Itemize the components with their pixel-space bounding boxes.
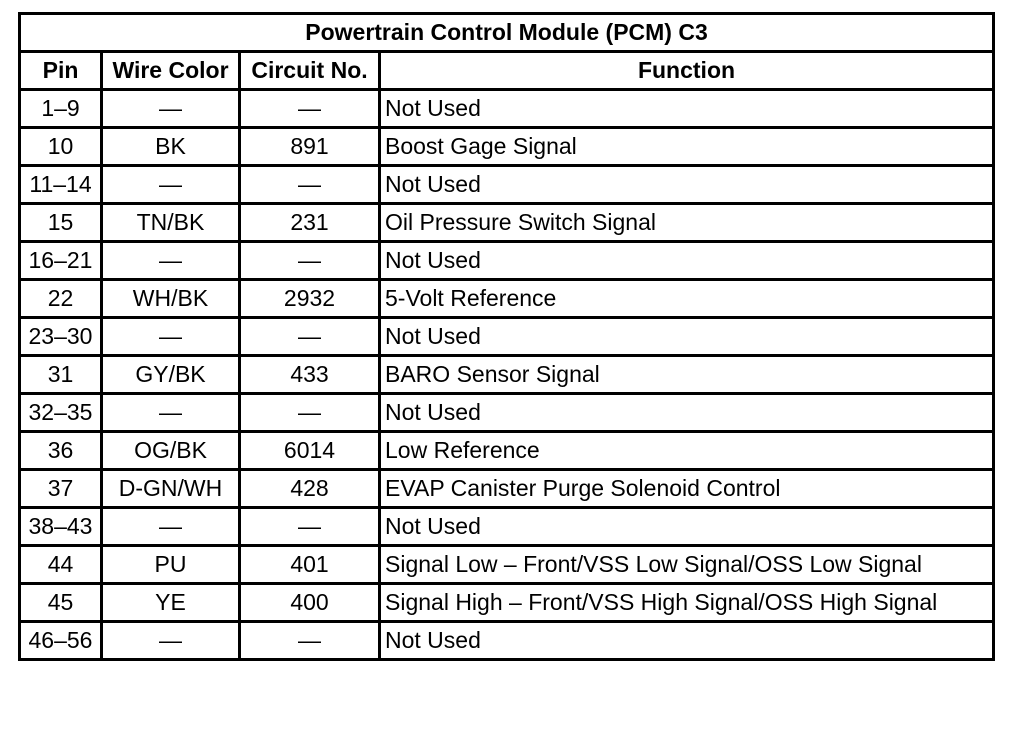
pin-cell: 45: [20, 584, 102, 622]
wire-color-cell: BK: [102, 128, 240, 166]
wire-color-cell: PU: [102, 546, 240, 584]
function-cell: 5-Volt Reference: [380, 280, 994, 318]
pin-cell: 31: [20, 356, 102, 394]
function-cell: EVAP Canister Purge Solenoid Control: [380, 470, 994, 508]
circuit-no-cell: —: [240, 166, 380, 204]
function-cell: Boost Gage Signal: [380, 128, 994, 166]
function-cell: Signal High – Front/VSS High Signal/OSS High Signal: [380, 584, 994, 622]
table-row: [20, 622, 994, 660]
circuit-no-cell: —: [240, 622, 380, 660]
table-title: Powertrain Control Module (PCM) C3: [20, 14, 994, 52]
pin-cell: 46–56: [20, 622, 102, 660]
table-row: [20, 90, 994, 128]
wire-color-cell: GY/BK: [102, 356, 240, 394]
table-row: [20, 470, 994, 508]
circuit-no-cell: 428: [240, 470, 380, 508]
table-header-row: [20, 52, 994, 90]
pin-cell: 1–9: [20, 90, 102, 128]
wire-color-cell: TN/BK: [102, 204, 240, 242]
table-body: [20, 90, 994, 660]
table-row: [20, 356, 994, 394]
wire-color-cell: —: [102, 508, 240, 546]
function-cell: Oil Pressure Switch Signal: [380, 204, 994, 242]
pin-cell: 37: [20, 470, 102, 508]
table-row: [20, 394, 994, 432]
pin-cell: 16–21: [20, 242, 102, 280]
pin-cell: 15: [20, 204, 102, 242]
pin-cell: 23–30: [20, 318, 102, 356]
circuit-no-cell: —: [240, 508, 380, 546]
table-row: [20, 546, 994, 584]
wire-color-cell: —: [102, 318, 240, 356]
wire-color-cell: —: [102, 394, 240, 432]
function-cell: Low Reference: [380, 432, 994, 470]
table-row: [20, 584, 994, 622]
circuit-no-cell: —: [240, 90, 380, 128]
table-row: [20, 242, 994, 280]
header-function: Function: [380, 52, 994, 90]
function-cell: Not Used: [380, 318, 994, 356]
circuit-no-cell: 2932: [240, 280, 380, 318]
wire-color-cell: OG/BK: [102, 432, 240, 470]
wire-color-cell: D-GN/WH: [102, 470, 240, 508]
function-cell: BARO Sensor Signal: [380, 356, 994, 394]
function-cell: Not Used: [380, 508, 994, 546]
header-circuit-no: Circuit No.: [240, 52, 380, 90]
pin-cell: 44: [20, 546, 102, 584]
wire-color-cell: WH/BK: [102, 280, 240, 318]
function-cell: Not Used: [380, 90, 994, 128]
pin-cell: 22: [20, 280, 102, 318]
pin-cell: 10: [20, 128, 102, 166]
table-row: [20, 508, 994, 546]
circuit-no-cell: 401: [240, 546, 380, 584]
function-cell: Not Used: [380, 166, 994, 204]
wire-color-cell: YE: [102, 584, 240, 622]
circuit-no-cell: 891: [240, 128, 380, 166]
circuit-no-cell: 400: [240, 584, 380, 622]
circuit-no-cell: 231: [240, 204, 380, 242]
pin-cell: 38–43: [20, 508, 102, 546]
pin-cell: 11–14: [20, 166, 102, 204]
function-cell: Not Used: [380, 622, 994, 660]
pinout-table-container: [18, 12, 992, 661]
circuit-no-cell: 6014: [240, 432, 380, 470]
wire-color-cell: —: [102, 242, 240, 280]
function-cell: Not Used: [380, 394, 994, 432]
circuit-no-cell: 433: [240, 356, 380, 394]
function-cell: Not Used: [380, 242, 994, 280]
table-row: [20, 204, 994, 242]
pin-cell: 32–35: [20, 394, 102, 432]
table-row: [20, 166, 994, 204]
header-wire-color: Wire Color: [102, 52, 240, 90]
pinout-table: [18, 12, 995, 661]
wire-color-cell: —: [102, 166, 240, 204]
table-row: [20, 318, 994, 356]
wire-color-cell: —: [102, 622, 240, 660]
function-cell: Signal Low – Front/VSS Low Signal/OSS Low Signal: [380, 546, 994, 584]
table-title-row: [20, 14, 994, 52]
pin-cell: 36: [20, 432, 102, 470]
table-row: [20, 280, 994, 318]
circuit-no-cell: —: [240, 394, 380, 432]
table-row: [20, 432, 994, 470]
circuit-no-cell: —: [240, 242, 380, 280]
circuit-no-cell: —: [240, 318, 380, 356]
table-row: [20, 128, 994, 166]
wire-color-cell: —: [102, 90, 240, 128]
header-pin: Pin: [20, 52, 102, 90]
